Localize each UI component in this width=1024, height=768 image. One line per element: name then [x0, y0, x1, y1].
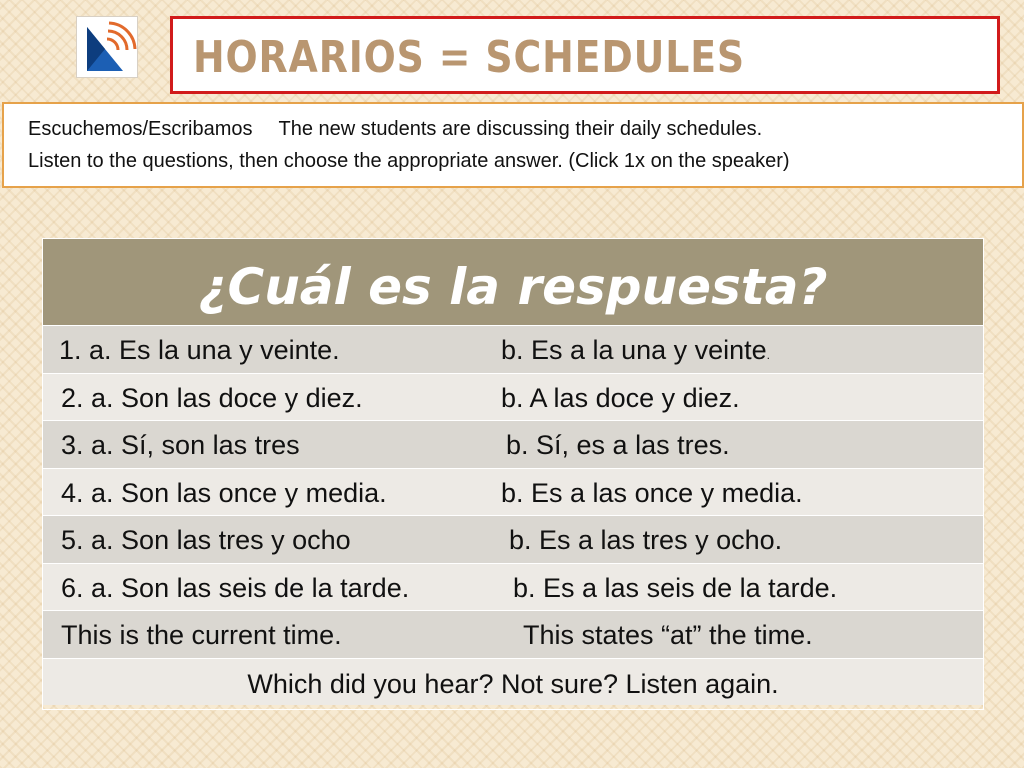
answer-option-a[interactable]: 2. a. Son las doce y diez.	[61, 382, 363, 413]
answer-option-b[interactable]: b. Es a las seis de la tarde.	[513, 572, 838, 603]
answer-row-6	[43, 563, 983, 611]
title-box	[170, 16, 1000, 94]
answer-option-a[interactable]: 1. a. Es la una y veinte.	[59, 335, 340, 365]
quiz-heading: ¿Cuál es la respuesta?	[43, 239, 983, 325]
instructions-line-1	[28, 113, 1022, 145]
speaker-sound-icon	[77, 17, 137, 77]
speaker-button[interactable]	[76, 16, 138, 78]
answer-option-b[interactable]: b. Sí, es a las tres.	[506, 430, 730, 460]
listen-again-prompt: Which did you hear? Not sure? Listen again.	[247, 668, 779, 699]
answer-option-b[interactable]: b. Es a las once y media.	[501, 477, 803, 508]
answer-option-b[interactable]: b. Es a la una y veinte.	[501, 335, 771, 365]
instructions-text-1: The new students are discussing their daily schedules.	[278, 118, 763, 140]
at-time-note: This states “at” the time.	[523, 620, 813, 650]
answer-row-4	[43, 468, 983, 516]
instructions-text-2: Listen to the questions, then choose the appropriate answer. (Click 1x on the speaker)	[28, 150, 790, 172]
answer-option-a[interactable]: 3. a. Sí, son las tres	[61, 430, 300, 460]
answer-row-2	[43, 373, 983, 421]
answer-option-a[interactable]: 5. a. Son las tres y ocho	[61, 525, 351, 555]
answer-option-a[interactable]: 6. a. Son las seis de la tarde.	[61, 572, 410, 603]
answer-row-3	[43, 420, 983, 468]
answer-option-b[interactable]: b. A las doce y diez.	[501, 382, 740, 413]
quiz-table	[42, 238, 984, 710]
instructions-box	[2, 102, 1024, 188]
footer-row	[43, 658, 983, 706]
answer-option-b[interactable]: b. Es a las tres y ocho.	[509, 525, 783, 555]
answer-option-b-text: b. Es a la una y veinte	[501, 335, 767, 365]
answer-option-a[interactable]: 4. a. Son las once y media.	[61, 477, 387, 508]
explanation-row	[43, 610, 983, 658]
answer-row-5	[43, 515, 983, 563]
instructions-label: Escuchemos/Escribamos	[28, 118, 253, 140]
current-time-note: This is the current time.	[61, 620, 342, 650]
page-title: HORARIOS = SCHEDULES	[193, 32, 746, 83]
answer-row-1	[43, 325, 983, 373]
